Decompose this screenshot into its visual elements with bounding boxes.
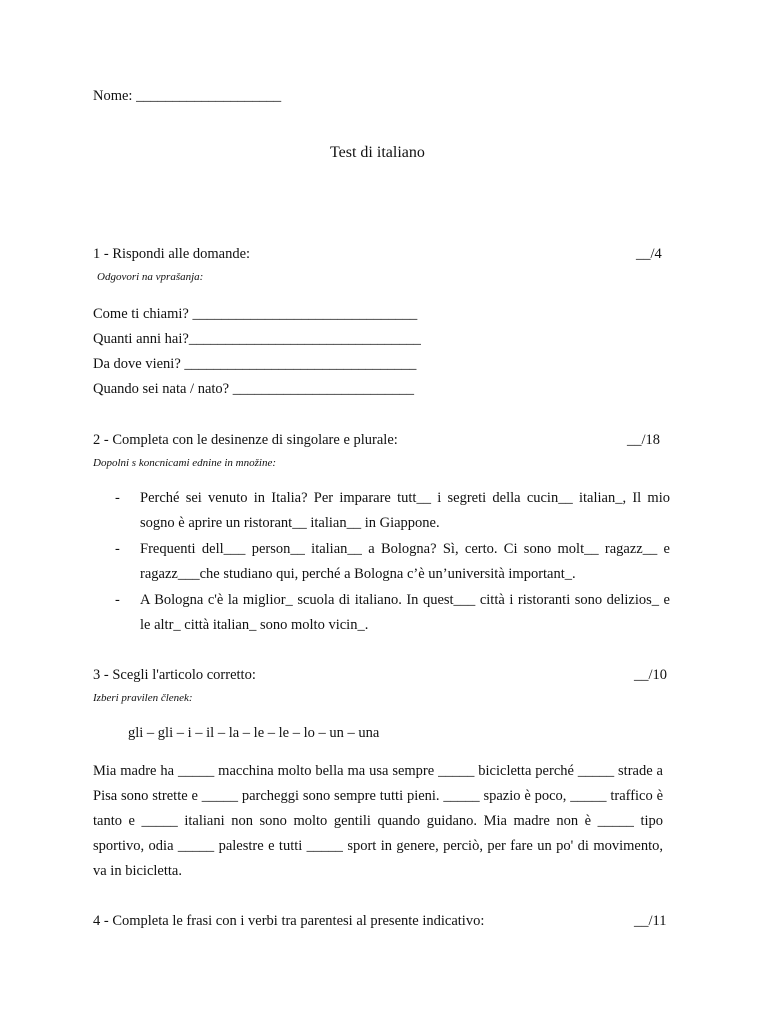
section1-subtitle: Odgovori na vprašanja:: [97, 271, 204, 283]
bullet-dash: -: [115, 592, 120, 608]
list-item-text: A Bologna c'è la miglior_ scuola di italiano. In quest___ città i ristoranti sono delizios_ e le altr_ città italian_ sono molto vicin_.: [140, 592, 670, 633]
section2-subtitle: Dopolni s koncnicami ednine in množine:: [93, 457, 276, 469]
name-line: Nome: ____________________: [93, 88, 282, 104]
section2-heading: 2 - Completa con le desinenze di singolare e plurale:: [93, 432, 398, 448]
page-title: Test di italiano: [330, 144, 425, 161]
list-item-text: Perché sei venuto in Italia? Per imparare tutt__ i segreti della cucin__ italian_, Il mio sogno è aprire un ristorant__ italian__ in Giappone.: [140, 490, 670, 531]
section2-score: __/18: [627, 432, 661, 448]
section4-score: __/11: [634, 913, 667, 929]
question-4: Quando sei nata / nato? _________________________: [93, 381, 414, 397]
section3-score: __/10: [634, 667, 668, 683]
word-bank: gli – gli – i – il – la – le – le – lo – un – una: [128, 725, 380, 741]
bullet-dash: -: [115, 490, 120, 506]
question-2: Quanti anni hai?________________________________: [93, 331, 421, 347]
bullet-dash: -: [115, 541, 120, 557]
question-3: Da dove vieni? ________________________________: [93, 356, 417, 372]
section4-heading: 4 - Completa le frasi con i verbi tra parentesi al presente indicativo:: [93, 913, 485, 929]
section3-heading: 3 - Scegli l'articolo corretto:: [93, 667, 256, 683]
list-item-text: Frequenti dell___ person__ italian__ a Bologna? Sì, certo. Ci sono molt__ ragazz__ e ragazz___che studiano qui, perché a Bologna c’è un’università important_.: [140, 541, 670, 582]
section3-subtitle: Izberi pravilen členek:: [93, 692, 193, 704]
section1-heading: 1 - Rispondi alle domande:: [93, 246, 251, 262]
section1-score: __/4: [636, 246, 662, 262]
question-1: Come ti chiami? _______________________________: [93, 306, 418, 322]
exercise-paragraph: Mia madre ha _____ macchina molto bella ma usa sempre _____ bicicletta perché _____ strade a Pisa sono strette e _____ parcheggi sono sempre tutti pieni. _____ spazio è poco, _____ traffico è tanto e _____ italiani non sono molto gentili quando guidano. Mia madre non è _____ tipo sportivo, odia _____ palestre e tutti _____ sport in genere, perciò, per fare un po' di movimento, va in bicicletta.: [93, 763, 663, 879]
